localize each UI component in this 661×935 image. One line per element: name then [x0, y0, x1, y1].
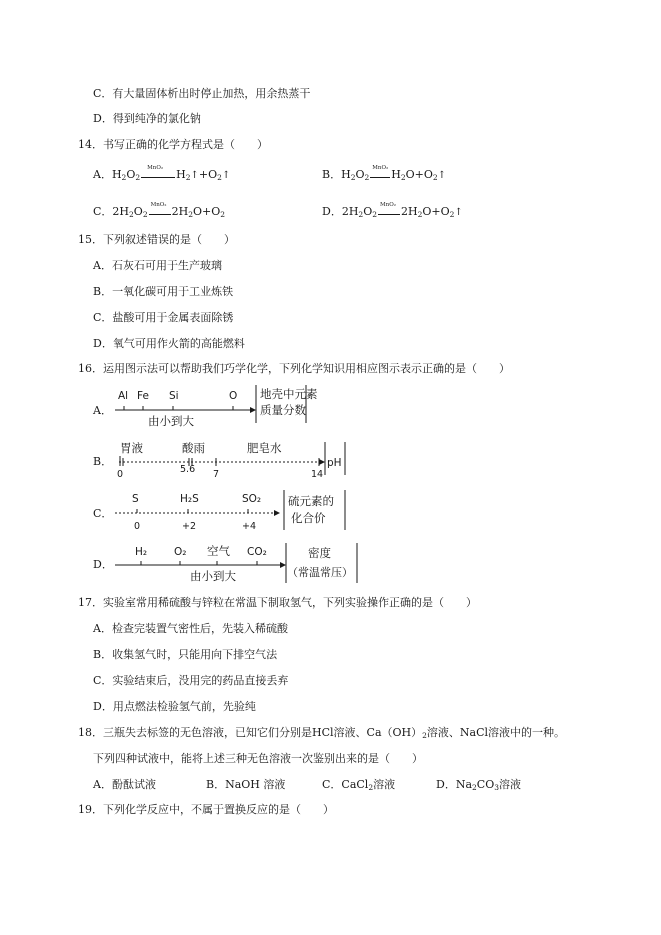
box-line-2: （常温常压）: [287, 566, 353, 579]
q16-fig-b-label: B．: [93, 455, 113, 468]
q14-option-c: C．$2H_2O_2$ MnO₂ $2H_2O+O_2$: [93, 202, 226, 219]
q19-stem: 19．下列化学反应中，不属于置换反应的是（ ）: [78, 803, 334, 816]
q17-option-c: C．实验结束后，没用完的药品直接丢弃: [93, 674, 289, 687]
q16-figure-d: [110, 541, 360, 585]
q16-figure-b: [112, 437, 352, 479]
q17-stem: 17．实验室常用稀硫酸与锌粒在常温下制取氢气，下列实验操作正确的是（ ）: [78, 596, 477, 609]
arrow-caption: 由小到大: [190, 569, 236, 583]
option-label: D．: [322, 205, 342, 218]
q18-option-a: A．酚酞试液: [93, 778, 156, 791]
q16-figure-c: [112, 488, 352, 538]
gas-o2: O₂: [174, 546, 187, 558]
q14-option-d: D．$2H_2O_2$ MnO₂ $2H_2O+O_2↑$: [322, 202, 463, 219]
gas-air: 空气: [207, 544, 230, 558]
region-stomach-acid: 胃液: [120, 441, 143, 455]
q15-option-a: A．石灰石可用于生产玻璃: [93, 259, 222, 272]
arrow-caption: 由小到大: [148, 414, 194, 428]
q15-option-c: C．盐酸可用于金属表面除锈: [93, 311, 234, 324]
q16-stem: 16．运用图示法可以帮助我们巧学化学，下列化学知识用相应图示表示正确的是（ ）: [78, 362, 510, 375]
tick-14: 14: [311, 469, 324, 480]
arrow-right-icon: [280, 562, 286, 568]
tick-5-6: 5.6: [180, 464, 196, 475]
q17-option-b: B．收集氢气时，只能用向下排空气法: [93, 648, 278, 661]
box-line-2: 质量分数: [260, 403, 306, 417]
ph-unit: pH: [327, 457, 342, 469]
tick-7: 7: [213, 469, 220, 480]
q14-option-b: B．$H_2O_2$ MnO₂ $H_2O+O_2↑$: [322, 165, 447, 182]
gas-arrow-icon: ↑: [454, 207, 463, 218]
valence-plus-2: +2: [182, 521, 197, 532]
q16-fig-a-label: A．: [93, 404, 112, 417]
region-soapy-water: 肥皂水: [247, 441, 282, 455]
option-label: B．: [322, 168, 342, 181]
box-line-1: 硫元素的: [288, 494, 334, 508]
element-fe: Fe: [137, 390, 149, 402]
q16-fig-c-label: C．: [93, 507, 113, 520]
element-si: Si: [169, 390, 179, 402]
arrow-right-icon: [319, 459, 325, 465]
q13-option-d: D．得到纯净的氯化钠: [93, 112, 201, 125]
catalyst-condition: MnO₂: [370, 168, 390, 178]
q15-option-d: D．氧气可用作火箭的高能燃料: [93, 337, 245, 350]
catalyst-condition: MnO₂: [378, 205, 400, 215]
q18-option-d: D．$Na_2CO_3$溶液: [436, 778, 522, 792]
gas-arrow-icon: ↑: [190, 170, 199, 181]
q18-option-b: B．NaOH 溶液: [206, 778, 286, 791]
q14-option-a: A．$H_2O_2$ MnO₂ $H_2↑+O_2↑$: [93, 165, 231, 182]
q14-stem: 14．书写正确的化学方程式是（ ）: [78, 138, 268, 151]
q13-option-c: C．有大量固体析出时停止加热，用余热蒸干: [93, 87, 311, 100]
box-line-1: 密度: [308, 546, 331, 560]
species-s: S: [132, 493, 139, 505]
q17-option-d: D．用点燃法检验氢气前，先验纯: [93, 700, 256, 713]
q18-stem-line-2: 下列四种试液中，能将上述三种无色溶液一次鉴别出来的是（ ）: [93, 752, 423, 765]
gas-arrow-icon: ↑: [221, 170, 231, 181]
gas-co2: CO₂: [247, 546, 267, 558]
q15-stem: 15．下列叙述错误的是（ ）: [78, 233, 235, 246]
valence-plus-4: +4: [242, 521, 257, 532]
q15-option-b: B．一氧化碳可用于工业炼铁: [93, 285, 234, 298]
element-al: Al: [118, 390, 129, 402]
option-label: C．: [93, 205, 113, 218]
species-h2s: H₂S: [180, 493, 199, 505]
q16-fig-d-label: D．: [93, 558, 113, 571]
element-o: O: [229, 390, 238, 402]
catalyst-condition: MnO₂: [149, 205, 171, 215]
catalyst-condition: MnO₂: [141, 168, 175, 178]
arrow-right-icon: [274, 510, 280, 516]
species-so2: SO₂: [242, 493, 262, 505]
q16-figure-a: [110, 383, 318, 433]
q17-option-a: A．检查完装置气密性后，先装入稀硫酸: [93, 622, 288, 635]
gas-arrow-icon: ↑: [437, 170, 447, 181]
tick-0: 0: [117, 469, 124, 480]
q18-stem-line-1: 18．三瓶失去标签的无色溶液，已知它们分别是HCl溶液、$Ca(OH)_2$溶液、NaCl溶液中的一种。: [78, 726, 566, 740]
gas-h2: H₂: [135, 546, 148, 558]
box-line-2: 化合价: [291, 511, 326, 525]
option-label: A．: [93, 168, 112, 181]
valence-0: 0: [134, 521, 141, 532]
region-acid-rain: 酸雨: [182, 441, 205, 455]
box-line-1: 地壳中元素: [260, 387, 318, 401]
q18-option-c: C．CaCl$_2$溶液: [322, 778, 396, 792]
arrow-right-icon: [250, 407, 256, 413]
